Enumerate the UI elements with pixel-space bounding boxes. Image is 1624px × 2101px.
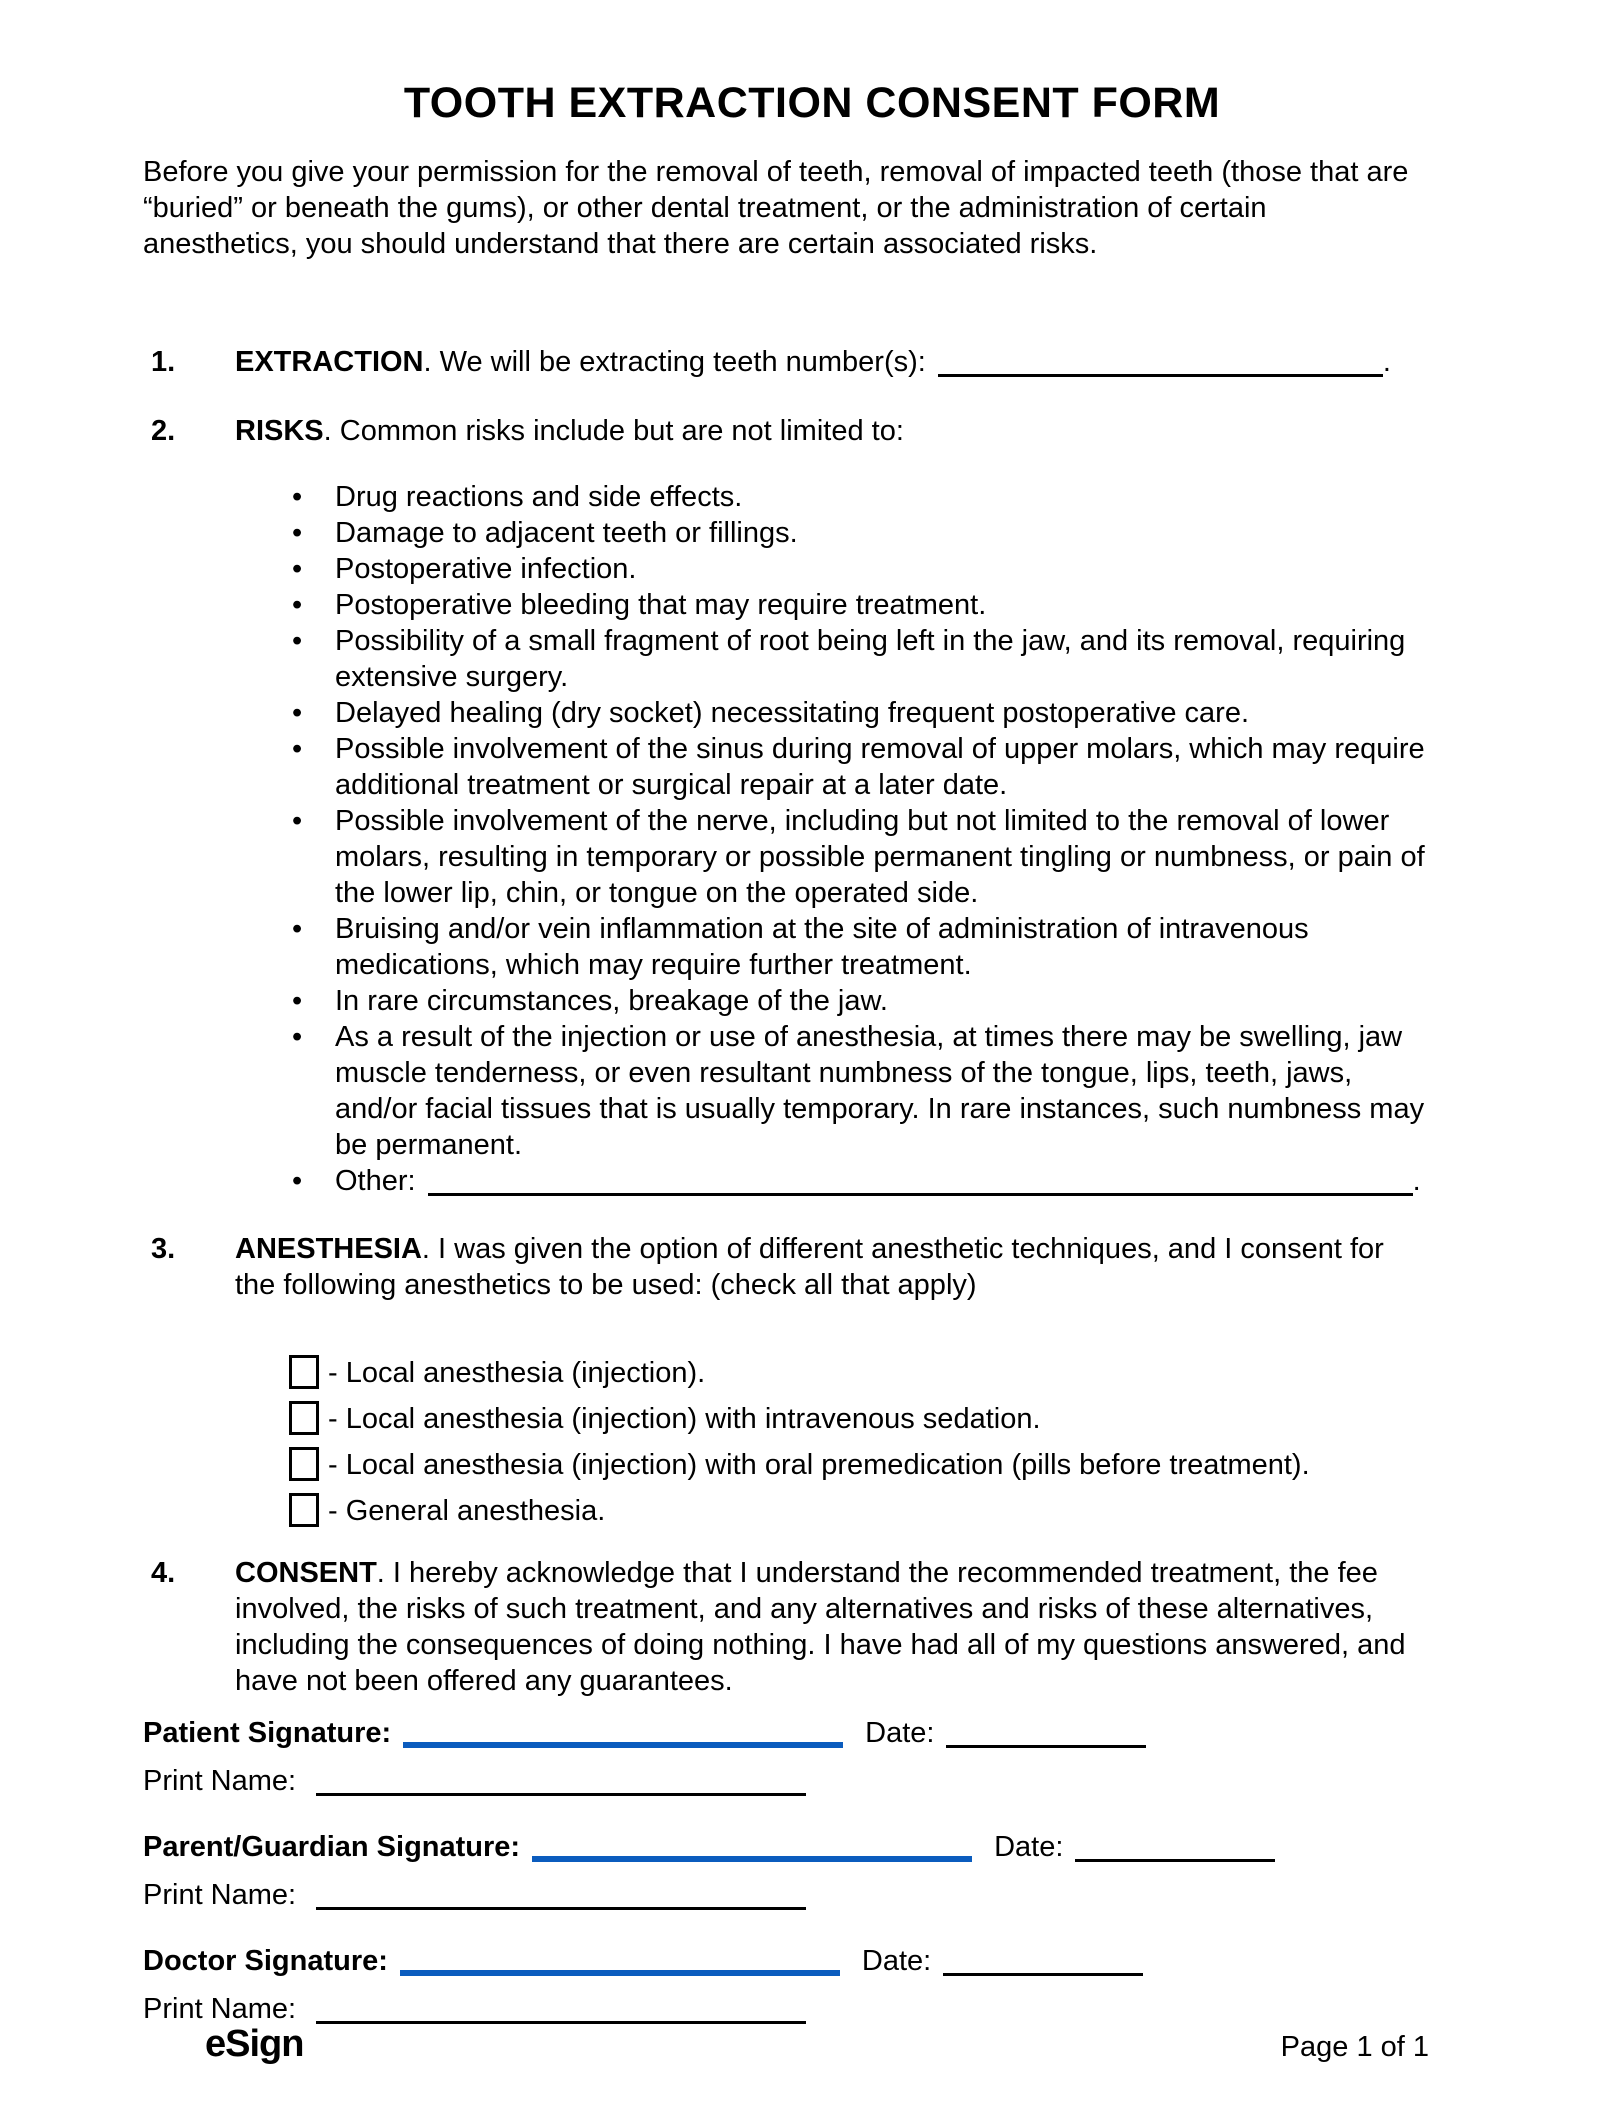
anesthesia-option-row [289,1493,1429,1529]
parent-guardian-signature-row [143,1827,1429,1867]
esign-logo: eSign [205,2023,304,2065]
doctor-signature-field[interactable] [400,1970,840,1976]
patient-signature-row [143,1713,1429,1753]
page-title: TOOTH EXTRACTION CONSENT FORM [403,79,1221,127]
risk-item: • Possibility of a small fragment of root being left in the jaw, and its removal, requiring extensive surgery. [290,623,1429,695]
date-label: Date: [994,1831,1064,1863]
section-number: 4. [151,1557,176,1589]
risk-item: • Bruising and/or vein inflammation at the site of administration of intravenous medications, which may require further treatment. [290,911,1429,983]
parent-guardian-signature-label: Parent/Guardian Signature: [143,1831,521,1863]
section-risks [143,413,1429,449]
risk-item: • Drug reactions and side effects. [290,479,1429,515]
risk-item: • Possible involvement of the nerve, including but not limited to the removal of lower molars, resulting in temporary or possible permanent tingling or numbness, or pain of the lower lip, chin, or tongue on the operated side. [290,803,1429,911]
parent-guardian-signature-field[interactable] [532,1856,972,1862]
anesthesia-option-label: - Local anesthesia (injection) with oral premedication (pills before treatment). [328,1449,1310,1481]
patient-print-name-field[interactable] [316,1793,806,1796]
section-heading: EXTRACTION [235,346,424,378]
anesthesia-option-row [289,1447,1429,1483]
doctor-signature-row [143,1941,1429,1981]
section-body: . I was given the option of different anesthetic techniques, and I consent for the following anesthetics to be used: (check all that apply) [235,1233,1384,1301]
risk-item: • Postoperative infection. [290,551,1429,587]
checkbox-local-anesthesia-iv-sedation[interactable] [289,1401,319,1435]
risk-item: • Postoperative bleeding that may require treatment. [290,587,1429,623]
teeth-numbers-field[interactable] [938,374,1383,377]
parent-guardian-date-field[interactable] [1075,1859,1275,1862]
print-name-label: Print Name: [143,1765,297,1797]
doctor-print-name-row [143,1989,1429,2029]
other-label: Other: [335,1165,416,1197]
section-number: 2. [151,415,176,447]
blank-suffix: . [1412,1165,1421,1197]
patient-print-name-row [143,1761,1429,1801]
section-heading: ANESTHESIA [235,1233,422,1265]
risk-item: • In rare circumstances, breakage of the jaw. [290,983,1429,1019]
date-label: Date: [865,1717,935,1749]
section-number: 1. [151,346,176,378]
section-heading: RISKS [235,415,324,447]
page-number: Page 1 of 1 [1280,2031,1429,2063]
patient-signature-field[interactable] [403,1742,843,1748]
doctor-date-field[interactable] [943,1973,1143,1976]
section-consent [143,1555,1429,1699]
parent-guardian-signature-group [143,1827,1429,1915]
risk-item-other [290,1163,1429,1199]
risk-item: • Delayed healing (dry socket) necessitating frequent postoperative care. [290,695,1429,731]
doctor-signature-group [143,1941,1429,2029]
footer [205,2023,1429,2065]
section-heading: CONSENT [235,1557,377,1589]
risk-list [290,479,1429,1199]
section-body: . We will be extracting teeth number(s): [423,346,926,378]
checkbox-local-anesthesia-oral-premedication[interactable] [289,1447,319,1481]
anesthesia-option-row [289,1401,1429,1437]
anesthesia-option-label: - Local anesthesia (injection) with intravenous sedation. [328,1403,1041,1435]
section-anesthesia [143,1231,1429,1303]
checkbox-general-anesthesia[interactable] [289,1493,319,1527]
parent-guardian-print-name-field[interactable] [316,1907,806,1910]
date-label: Date: [861,1945,932,1977]
section-body: . Common risks include but are not limited to: [323,415,904,447]
patient-signature-group [143,1713,1429,1801]
section-extraction [143,344,1429,380]
risk-item: • As a result of the injection or use of anesthesia, at times there may be swelling, jaw muscle tenderness, or even resultant numbness of the tongue, lips, teeth, jaws, and/or facial tissues that is usually temporary. In rare instances, such numbness may be permanent. [290,1019,1429,1163]
blank-suffix: . [1382,346,1391,378]
patient-date-field[interactable] [946,1745,1146,1748]
intro-paragraph: Before you give your permission for the removal of teeth, removal of impacted teeth (those that are “buried” or beneath the gums), or other dental treatment, or the administration of certain anesthetics, you should understand that there are certain associated risks. [143,156,1409,260]
risk-item: • Damage to adjacent teeth or fillings. [290,515,1429,551]
section-number: 3. [151,1233,176,1265]
print-name-label: Print Name: [143,1993,297,2025]
risk-item: • Possible involvement of the sinus during removal of upper molars, which may require additional treatment or surgical repair at a later date. [290,731,1429,803]
anesthesia-options [143,1355,1429,1529]
other-risk-field[interactable] [428,1193,1413,1196]
anesthesia-option-label: - Local anesthesia (injection). [328,1357,706,1389]
section-body: . I hereby acknowledge that I understand the recommended treatment, the fee involved, the risks of such treatment, and any alternatives and risks of these alternatives, including the consequences of doing nothing. I have had all of my questions answered, and have not been offered any guarantees. [235,1557,1406,1697]
anesthesia-option-label: - General anesthesia. [328,1495,606,1527]
parent-guardian-print-name-row [143,1875,1429,1915]
print-name-label: Print Name: [143,1879,297,1911]
anesthesia-option-row [289,1355,1429,1391]
patient-signature-label: Patient Signature: [143,1717,392,1749]
doctor-print-name-field[interactable] [316,2021,806,2024]
doctor-signature-label: Doctor Signature: [143,1945,388,1977]
signature-area [143,1713,1429,2029]
checkbox-local-anesthesia-injection[interactable] [289,1355,319,1389]
